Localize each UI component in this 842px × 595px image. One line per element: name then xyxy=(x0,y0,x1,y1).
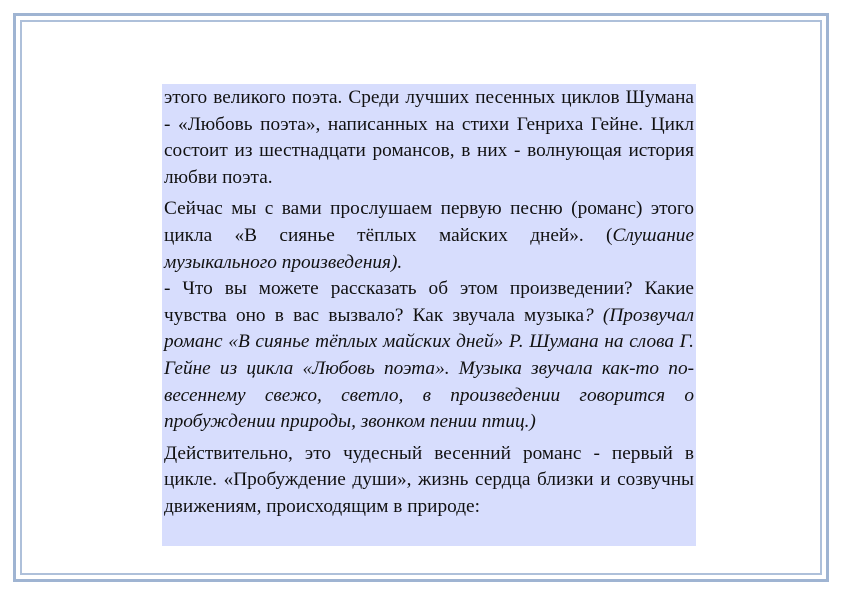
paragraph-3-questions: - Что вы можете рассказать об этом произведении? Какие чувства оно в вас вызвало? Как звучала музыка xyxy=(164,278,694,326)
paragraph-3-italic-answer: ? (Прозвучал романс «В сиянье тёплых майских дней» Р. Шумана на слова Г. Гейне из цикла «Любовь поэта». Музыка звучала как-то по-весеннему свежо, светло, в произведении говорится о пробуждении природы, звонком пении птиц.) xyxy=(164,304,694,433)
paragraph-1: этого великого поэта. Среди лучших песенных циклов Шумана - «Любовь поэта», написанных на стихи Генриха Гейне. Цикл состоит из шестнадцати романсов, в них - волнующая история любви поэта. xyxy=(164,87,694,188)
paragraph-4: Действительно, это чудесный весенний романс - первый в цикле. «Пробуждение души», жизнь сердца близки и созвучны движениям, происходящим в природе: xyxy=(164,442,694,517)
paragraph-3 xyxy=(164,276,694,436)
lesson-text-block xyxy=(162,84,696,546)
paragraph-2 xyxy=(164,196,694,276)
paragraph-2-italic-note: Слушание музыкального произведения). xyxy=(164,224,694,273)
paragraph-2-text: Сейчас мы с вами прослушаем первую песню (романс) этого цикла «В сиянье тёплых майских дней». ( xyxy=(164,198,694,246)
